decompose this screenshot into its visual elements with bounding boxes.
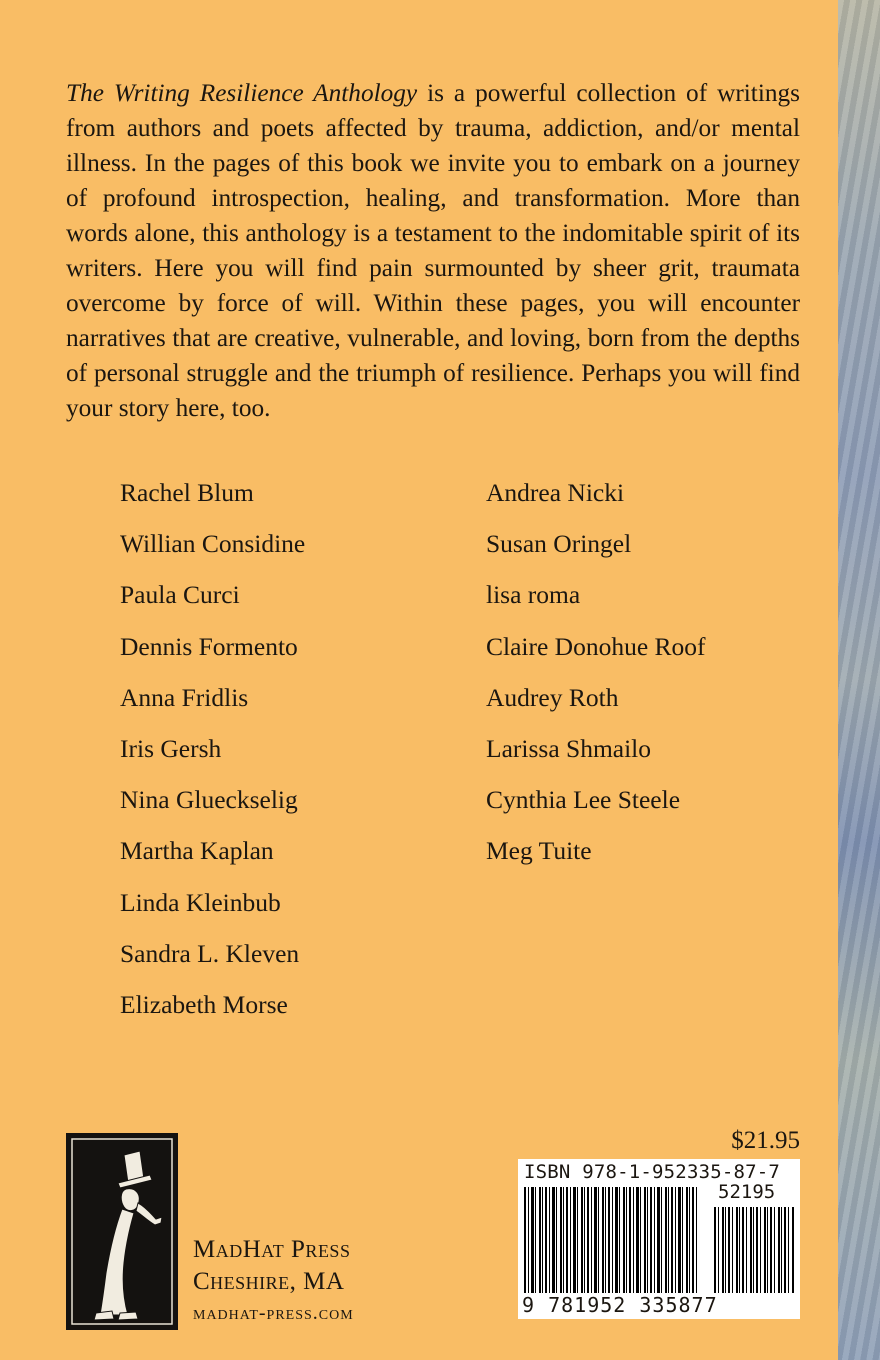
author-name: lisa roma [486, 580, 581, 610]
publisher-imprint [193, 1234, 354, 1328]
author-name: Iris Gersh [120, 733, 222, 763]
author-name: Linda Kleinbub [120, 887, 281, 917]
cover-art-spine-edge [838, 0, 880, 1360]
author-list-left [120, 476, 305, 1039]
price-label: $21.95 [731, 1127, 800, 1154]
author-name: Susan Oringel [486, 529, 632, 559]
author-name: Willian Considine [120, 529, 306, 559]
ean-number: 9 781952 335877 [522, 1293, 718, 1317]
author-name: Andrea Nicki [486, 478, 625, 507]
author-name: Meg Tuite [486, 836, 592, 866]
author-name: Paula Curci [120, 580, 240, 610]
author-name: Dennis Formento [120, 631, 298, 661]
author-name: Elizabeth Morse [120, 989, 288, 1019]
author-name: Claire Donohue Roof [486, 631, 706, 661]
publisher-website: madhat-press.com [193, 1302, 354, 1324]
book-title: The Writing Resilience Anthology [66, 79, 418, 107]
isbn-barcode [518, 1159, 800, 1319]
barcode-bars [524, 1187, 698, 1293]
author-name: Audrey Roth [486, 682, 619, 712]
addon-barcode-bars [714, 1207, 794, 1293]
back-cover-blurb [66, 76, 800, 426]
author-name: Nina Glueckselig [120, 785, 298, 815]
author-name: Rachel Blum [120, 478, 254, 507]
author-name: Sandra L. Kleven [120, 938, 300, 968]
author-name: Larissa Shmailo [486, 733, 652, 763]
price-addon-code: 52195 [718, 1181, 776, 1203]
publisher-location: Cheshire, MA [193, 1268, 345, 1295]
author-name: Anna Fridlis [120, 682, 249, 712]
madhat-logo [66, 1133, 178, 1330]
author-name: Cynthia Lee Steele [486, 785, 681, 815]
isbn-text: ISBN 978-1-952335-87-7 [524, 1161, 781, 1183]
publisher-name: MadHat Press [193, 1236, 351, 1263]
blurb-text: is a powerful collection of writings from authors and poets affected by trauma, addiction, and/or mental illness. In the pages of this book we invite you to embark on a journey of profound introspection, healing, and transformation. More than words alone, this anthology is a testament to the indomitable spirit of its writers. Here you will find pain surmounted by sheer grit, traumata overcome by force of will. Within these pages, you will encounter narratives that are creative, vulnerable, and loving, born from the depths of personal struggle and the triumph of resilience. Perhaps you will find your story here, too. [66, 79, 800, 422]
mad-hatter-figure-icon [66, 1133, 178, 1330]
author-list-right [486, 476, 706, 886]
author-name: Martha Kaplan [120, 836, 274, 866]
